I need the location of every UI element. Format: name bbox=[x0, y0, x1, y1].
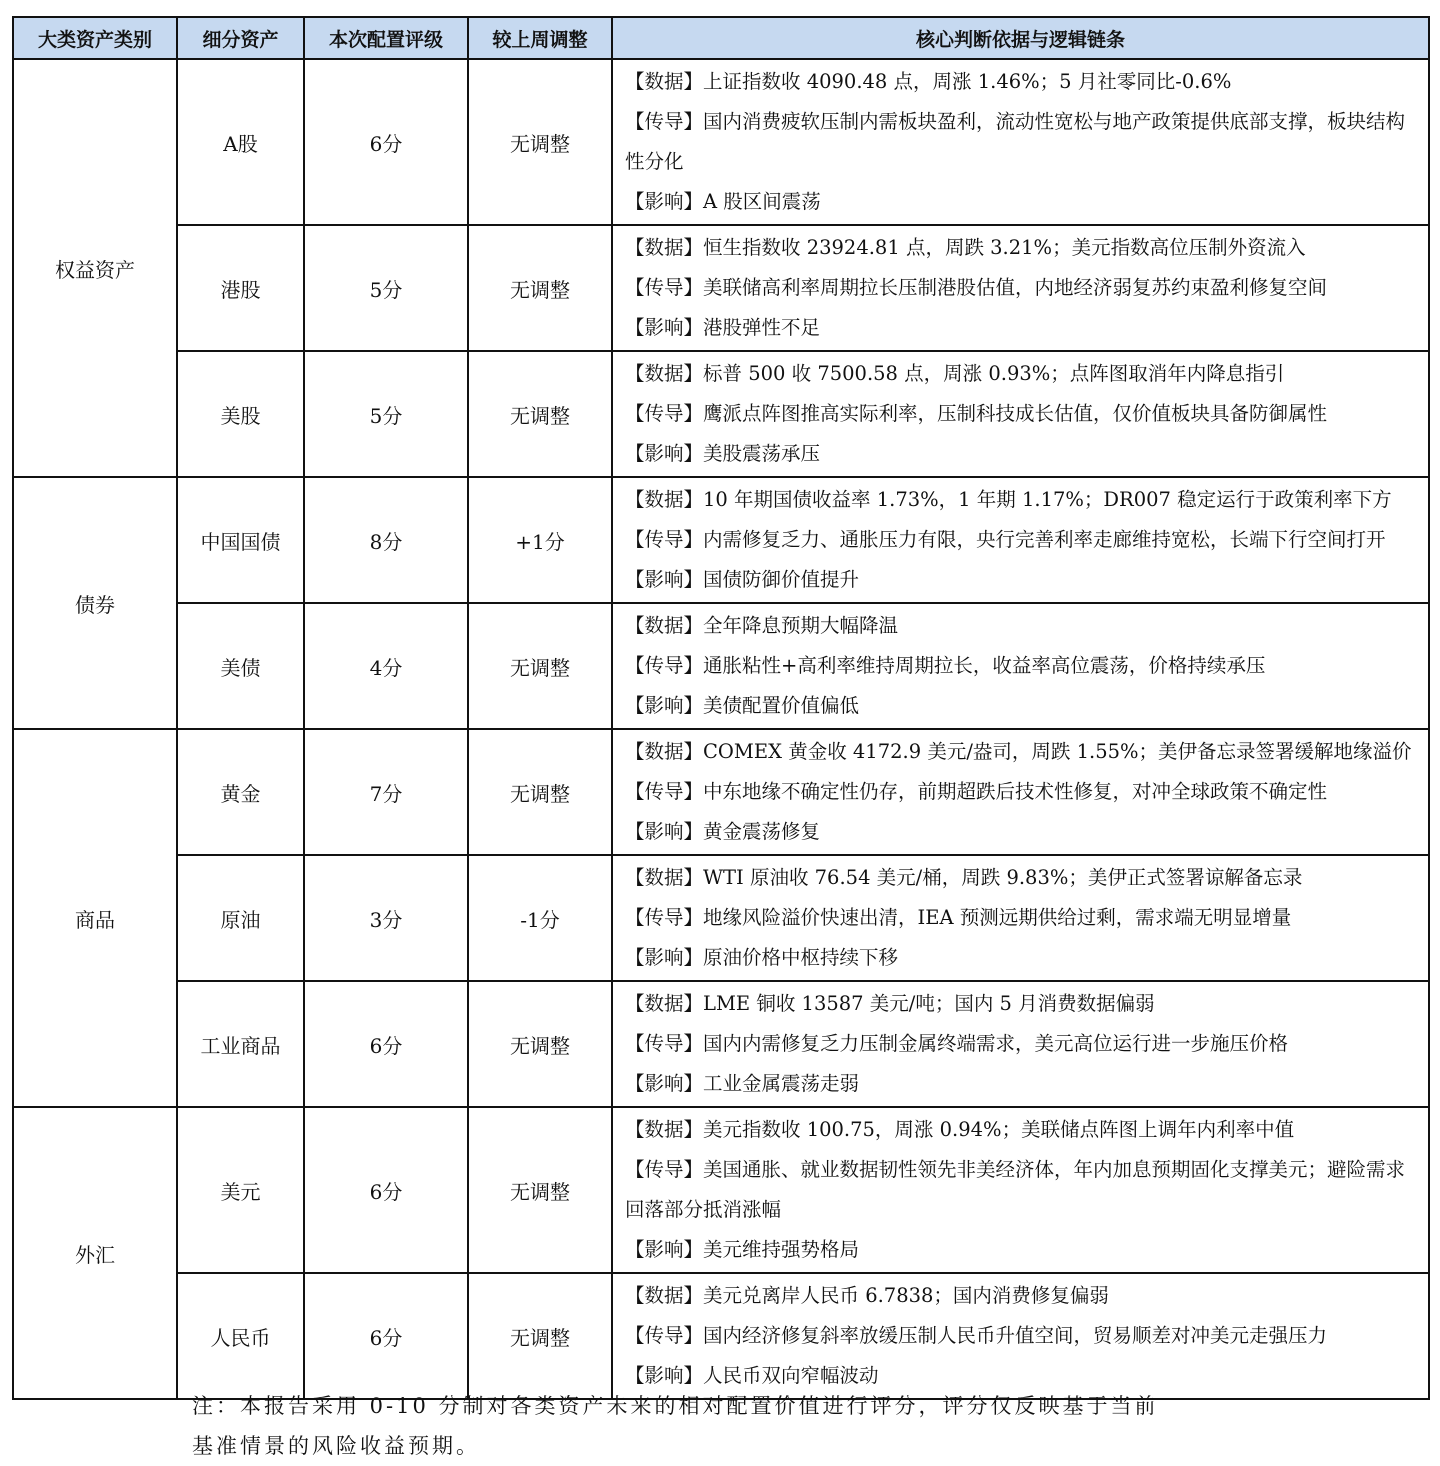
header-asset-class: 大类资产类别 bbox=[13, 17, 177, 59]
change-cell: +1分 bbox=[468, 477, 612, 603]
table-row bbox=[13, 477, 1429, 603]
logic-transmission-line: 【传导】国内消费疲软压制内需板块盈利，流动性宽松与地产政策提供底部支撑，板块结构性分化 bbox=[625, 110, 1406, 173]
logic-cell bbox=[612, 1273, 1429, 1399]
logic-cell bbox=[612, 855, 1429, 981]
asset-cell: A股 bbox=[177, 59, 304, 225]
logic-data-line: 【数据】恒生指数收 23924.81 点，周跌 3.21%；美元指数高位压制外资流入 bbox=[625, 236, 1306, 259]
header-core-logic: 核心判断依据与逻辑链条 bbox=[612, 17, 1429, 59]
category-cell: 债券 bbox=[13, 477, 177, 729]
rating-cell: 6分 bbox=[304, 1107, 468, 1273]
footnote-line: 注：本报告采用 0-10 分制对各类资产未来的相对配置价值进行评分，评分仅反映基于当前 bbox=[192, 1394, 1159, 1418]
logic-transmission-line: 【传导】通胀粘性+高利率维持周期拉长，收益率高位震荡，价格持续承压 bbox=[625, 654, 1266, 677]
logic-impact-line: 【影响】国债防御价值提升 bbox=[625, 568, 860, 591]
logic-cell bbox=[612, 351, 1429, 477]
logic-transmission-line: 【传导】国内经济修复斜率放缓压制人民币升值空间，贸易顺差对冲美元走强压力 bbox=[625, 1324, 1328, 1347]
logic-data-line: 【数据】WTI 原油收 76.54 美元/桶，周跌 9.83%；美伊正式签署谅解备忘录 bbox=[625, 866, 1303, 889]
asset-allocation-table bbox=[12, 16, 1430, 1400]
logic-transmission-line: 【传导】内需修复乏力、通胀压力有限，央行完善利率走廊维持宽松，长端下行空间打开 bbox=[625, 528, 1386, 551]
table-row bbox=[13, 225, 1429, 351]
logic-data-line: 【数据】标普 500 收 7500.58 点，周涨 0.93%；点阵图取消年内降息指引 bbox=[625, 362, 1285, 385]
category-cell: 权益资产 bbox=[13, 59, 177, 477]
asset-cell: 港股 bbox=[177, 225, 304, 351]
asset-cell: 美债 bbox=[177, 603, 304, 729]
category-cell: 商品 bbox=[13, 729, 177, 1107]
logic-cell bbox=[612, 225, 1429, 351]
logic-transmission-line: 【传导】中东地缘不确定性仍存，前期超跌后技术性修复，对冲全球政策不确定性 bbox=[625, 780, 1328, 803]
logic-cell bbox=[612, 1107, 1429, 1273]
rating-cell: 5分 bbox=[304, 225, 468, 351]
table-row bbox=[13, 59, 1429, 225]
asset-cell: 中国国债 bbox=[177, 477, 304, 603]
change-cell: 无调整 bbox=[468, 1107, 612, 1273]
rating-cell: 5分 bbox=[304, 351, 468, 477]
rating-cell: 6分 bbox=[304, 981, 468, 1107]
logic-impact-line: 【影响】A 股区间震荡 bbox=[625, 190, 821, 213]
change-cell: 无调整 bbox=[468, 1273, 612, 1399]
logic-data-line: 【数据】美元指数收 100.75，周涨 0.94%；美联储点阵图上调年内利率中值 bbox=[625, 1118, 1295, 1141]
rating-cell: 7分 bbox=[304, 729, 468, 855]
table-header-row bbox=[13, 17, 1429, 59]
logic-data-line: 【数据】COMEX 黄金收 4172.9 美元/盎司，周跌 1.55%；美伊备忘录签署缓解地缘溢价 bbox=[625, 740, 1412, 763]
rating-cell: 4分 bbox=[304, 603, 468, 729]
logic-cell bbox=[612, 981, 1429, 1107]
table-row bbox=[13, 351, 1429, 477]
logic-cell bbox=[612, 59, 1429, 225]
asset-cell: 原油 bbox=[177, 855, 304, 981]
header-sub-asset: 细分资产 bbox=[177, 17, 304, 59]
logic-impact-line: 【影响】原油价格中枢持续下移 bbox=[625, 946, 899, 969]
logic-cell bbox=[612, 729, 1429, 855]
logic-cell bbox=[612, 603, 1429, 729]
logic-impact-line: 【影响】工业金属震荡走弱 bbox=[625, 1072, 860, 1095]
logic-data-line: 【数据】全年降息预期大幅降温 bbox=[625, 614, 899, 637]
asset-cell: 美股 bbox=[177, 351, 304, 477]
table-row bbox=[13, 729, 1429, 855]
table-row bbox=[13, 1107, 1429, 1273]
logic-data-line: 【数据】美元兑离岸人民币 6.7838；国内消费修复偏弱 bbox=[625, 1284, 1109, 1307]
table-row bbox=[13, 981, 1429, 1107]
change-cell: 无调整 bbox=[468, 981, 612, 1107]
rating-cell: 3分 bbox=[304, 855, 468, 981]
logic-impact-line: 【影响】美债配置价值偏低 bbox=[625, 694, 860, 717]
logic-transmission-line: 【传导】地缘风险溢价快速出清，IEA 预测远期供给过剩，需求端无明显增量 bbox=[625, 906, 1292, 929]
logic-impact-line: 【影响】人民币双向窄幅波动 bbox=[625, 1364, 879, 1387]
logic-transmission-line: 【传导】鹰派点阵图推高实际利率，压制科技成长估值，仅价值板块具备防御属性 bbox=[625, 402, 1328, 425]
change-cell: 无调整 bbox=[468, 729, 612, 855]
rating-cell: 6分 bbox=[304, 59, 468, 225]
logic-impact-line: 【影响】黄金震荡修复 bbox=[625, 820, 821, 843]
change-cell: 无调整 bbox=[468, 225, 612, 351]
asset-cell: 美元 bbox=[177, 1107, 304, 1273]
change-cell: 无调整 bbox=[468, 603, 612, 729]
category-cell: 外汇 bbox=[13, 1107, 177, 1399]
change-cell: -1分 bbox=[468, 855, 612, 981]
asset-cell: 黄金 bbox=[177, 729, 304, 855]
table-row bbox=[13, 1273, 1429, 1399]
logic-impact-line: 【影响】港股弹性不足 bbox=[625, 316, 821, 339]
asset-cell: 人民币 bbox=[177, 1273, 304, 1399]
logic-transmission-line: 【传导】美国通胀、就业数据韧性领先非美经济体，年内加息预期固化支撑美元；避险需求回落部分抵消涨幅 bbox=[625, 1158, 1406, 1221]
table-row bbox=[13, 855, 1429, 981]
logic-data-line: 【数据】上证指数收 4090.48 点，周涨 1.46%；5 月社零同比-0.6% bbox=[625, 70, 1232, 93]
footnote-line: 基准情景的风险收益预期。 bbox=[192, 1434, 480, 1458]
asset-cell: 工业商品 bbox=[177, 981, 304, 1107]
logic-transmission-line: 【传导】国内内需修复乏力压制金属终端需求，美元高位运行进一步施压价格 bbox=[625, 1032, 1289, 1055]
logic-transmission-line: 【传导】美联储高利率周期拉长压制港股估值，内地经济弱复苏约束盈利修复空间 bbox=[625, 276, 1328, 299]
table-row bbox=[13, 603, 1429, 729]
rating-cell: 8分 bbox=[304, 477, 468, 603]
change-cell: 无调整 bbox=[468, 59, 612, 225]
header-rating: 本次配置评级 bbox=[304, 17, 468, 59]
logic-data-line: 【数据】LME 铜收 13587 美元/吨；国内 5 月消费数据偏弱 bbox=[625, 992, 1155, 1015]
logic-impact-line: 【影响】美股震荡承压 bbox=[625, 442, 821, 465]
header-weekly-change: 较上周调整 bbox=[468, 17, 612, 59]
logic-impact-line: 【影响】美元维持强势格局 bbox=[625, 1238, 860, 1261]
change-cell: 无调整 bbox=[468, 351, 612, 477]
allocation-table-wrapper bbox=[12, 16, 1428, 1400]
footnote bbox=[192, 1386, 1252, 1466]
logic-cell bbox=[612, 477, 1429, 603]
logic-data-line: 【数据】10 年期国债收益率 1.73%，1 年期 1.17%；DR007 稳定运行于政策利率下方 bbox=[625, 488, 1392, 511]
rating-cell: 6分 bbox=[304, 1273, 468, 1399]
